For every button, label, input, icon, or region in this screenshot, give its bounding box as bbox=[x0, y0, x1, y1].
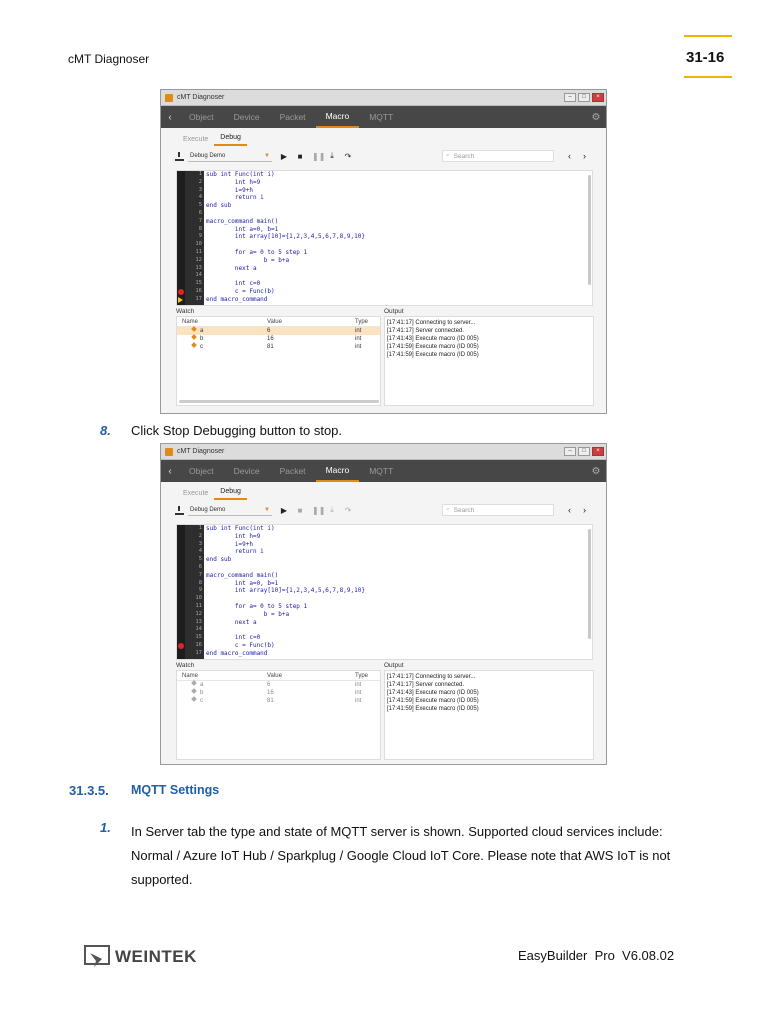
code-text: macro_command main() bbox=[206, 217, 279, 225]
code-line bbox=[177, 580, 592, 588]
line-number: 8 bbox=[198, 579, 202, 586]
code-line bbox=[177, 533, 592, 541]
breakpoint-icon[interactable] bbox=[178, 289, 184, 295]
code-line bbox=[177, 257, 592, 265]
watch-header bbox=[177, 671, 380, 681]
line-number: 7 bbox=[198, 217, 202, 224]
code-line bbox=[177, 171, 592, 179]
tab-mqtt[interactable]: MQTT bbox=[369, 112, 394, 122]
logo-text: WEINTEK bbox=[115, 947, 197, 966]
sub-tabs bbox=[161, 128, 606, 146]
table-row[interactable]: a 6 int bbox=[177, 681, 380, 689]
line-number: 4 bbox=[198, 194, 202, 201]
line-number: 9 bbox=[198, 233, 202, 240]
code-line bbox=[177, 179, 592, 187]
horizontal-scrollbar[interactable] bbox=[179, 400, 379, 403]
line-number: 17 bbox=[195, 295, 202, 302]
table-row[interactable]: c 81 int bbox=[177, 343, 380, 351]
window-titlebar bbox=[161, 444, 606, 460]
code-line bbox=[177, 218, 592, 226]
page-number: 31-16 bbox=[686, 49, 725, 66]
code-text: end macro_command bbox=[206, 649, 268, 657]
table-row[interactable]: b 16 int bbox=[177, 689, 380, 697]
window-title: cMT Diagnoser bbox=[177, 94, 225, 101]
weintek-logo bbox=[84, 944, 197, 970]
search-input[interactable] bbox=[442, 150, 554, 162]
step-number: 1. bbox=[100, 820, 111, 835]
variable-icon bbox=[191, 696, 197, 702]
line-number: 10 bbox=[195, 595, 202, 602]
code-text: b = b+a bbox=[206, 610, 290, 618]
code-text: c = Func(b) bbox=[206, 287, 275, 295]
tab-macro[interactable]: Macro bbox=[316, 460, 360, 482]
code-line bbox=[177, 288, 592, 296]
tab-device[interactable]: Device bbox=[233, 466, 260, 476]
line-number: 5 bbox=[198, 202, 202, 209]
header-rule-top bbox=[684, 35, 732, 37]
col-type: Type bbox=[355, 319, 369, 325]
app-icon bbox=[165, 94, 173, 102]
subtab-debug[interactable]: Debug bbox=[214, 134, 247, 146]
line-number: 9 bbox=[198, 587, 202, 594]
code-line bbox=[177, 548, 592, 556]
breakpoint-icon[interactable] bbox=[178, 643, 184, 649]
subtab-debug[interactable]: Debug bbox=[214, 488, 247, 500]
variable-icon bbox=[191, 342, 197, 348]
nav-bar bbox=[161, 460, 606, 482]
output-log: [17:41:17] Connecting to server... [17:41:17] Server connected. [17:41:43] Execute macro (ID 005) [17:41:59] Execute macro (ID 005) [17:41:59] Execute macro (ID 005) bbox=[384, 670, 594, 760]
line-number: 16 bbox=[195, 641, 202, 648]
screenshot-debugging bbox=[160, 89, 607, 414]
macro-select[interactable] bbox=[188, 151, 272, 162]
back-icon[interactable]: ‹ bbox=[168, 465, 172, 477]
line-number: 12 bbox=[195, 256, 202, 263]
minimize-icon[interactable]: – bbox=[564, 93, 576, 102]
code-text: end sub bbox=[206, 202, 232, 210]
close-icon[interactable]: × bbox=[592, 93, 604, 102]
table-row[interactable]: a 6 int bbox=[177, 327, 380, 335]
col-value: Value bbox=[267, 319, 282, 325]
line-number: 15 bbox=[195, 634, 202, 641]
line-number: 3 bbox=[198, 540, 202, 547]
code-text: int array[10]={1,2,3,4,5,6,7,8,9,10} bbox=[206, 233, 365, 241]
code-text: int a=0, b=1 bbox=[206, 225, 279, 233]
line-number: 17 bbox=[195, 649, 202, 656]
macro-select[interactable] bbox=[188, 505, 272, 516]
watch-table bbox=[176, 316, 381, 406]
code-lines-2 bbox=[177, 525, 592, 658]
line-number: 15 bbox=[195, 280, 202, 287]
debug-toolbar bbox=[161, 500, 606, 520]
step-number: 8. bbox=[100, 423, 111, 438]
step-into-icon[interactable]: ⤓ bbox=[330, 505, 334, 514]
stop-icon[interactable]: ■ bbox=[297, 505, 303, 515]
line-number: 2 bbox=[198, 178, 202, 185]
tab-mqtt[interactable]: MQTT bbox=[369, 466, 394, 476]
line-number: 7 bbox=[198, 571, 202, 578]
chevron-down-icon: ▼ bbox=[264, 506, 270, 513]
code-line bbox=[177, 556, 592, 564]
code-editor[interactable] bbox=[176, 170, 593, 306]
code-text: sub int Func(int i) bbox=[206, 171, 275, 178]
code-text: int a=0, b=1 bbox=[206, 579, 279, 587]
code-lines-1 bbox=[177, 171, 592, 304]
code-text: return i bbox=[206, 548, 264, 556]
header-rule-bottom bbox=[684, 76, 732, 78]
code-line bbox=[177, 249, 592, 257]
line-number: 6 bbox=[198, 563, 202, 570]
watch-label: Watch bbox=[176, 308, 195, 315]
line-number: 11 bbox=[195, 248, 202, 255]
line-number: 8 bbox=[198, 225, 202, 232]
code-line bbox=[177, 626, 592, 634]
subtab-execute[interactable]: Execute bbox=[183, 490, 209, 497]
code-line bbox=[177, 280, 592, 288]
code-text: end sub bbox=[206, 556, 232, 564]
tab-packet[interactable]: Packet bbox=[279, 466, 306, 476]
logo-icon bbox=[84, 945, 112, 969]
code-line bbox=[177, 194, 592, 202]
variable-icon bbox=[191, 326, 197, 332]
next-icon[interactable]: › bbox=[583, 505, 586, 515]
line-number: 3 bbox=[198, 186, 202, 193]
code-line bbox=[177, 265, 592, 273]
tab-object[interactable]: Object bbox=[189, 112, 214, 122]
gear-icon[interactable]: ⚙ bbox=[591, 465, 601, 477]
search-icon: ⌕ bbox=[446, 506, 450, 513]
window-title: cMT Diagnoser bbox=[177, 448, 225, 455]
output-log: [17:41:17] Connecting to server... [17:41:17] Server connected. [17:41:43] Execute macro (ID 005) [17:41:59] Execute macro (ID 005) [17:41:59] Execute macro (ID 005) bbox=[384, 316, 594, 406]
watch-table bbox=[176, 670, 381, 760]
line-number: 4 bbox=[198, 548, 202, 555]
code-text: int array[10]={1,2,3,4,5,6,7,8,9,10} bbox=[206, 587, 365, 595]
step-over-icon[interactable]: ↷ bbox=[344, 151, 352, 161]
code-text: macro_command main() bbox=[206, 571, 279, 579]
line-number: 1 bbox=[198, 171, 202, 177]
maximize-icon[interactable]: □ bbox=[578, 93, 590, 102]
line-number: 13 bbox=[195, 618, 202, 625]
line-number: 12 bbox=[195, 610, 202, 617]
vertical-scrollbar[interactable] bbox=[588, 175, 591, 285]
step-text: In Server tab the type and state of MQTT server is shown. Supported cloud services include: Normal / Azure IoT Hub / Sparkplug / Google Cloud IoT Core. Please note that AWS IoT is not supported. bbox=[131, 824, 671, 887]
line-number: 2 bbox=[198, 532, 202, 539]
code-text: next a bbox=[206, 264, 257, 272]
gear-icon[interactable]: ⚙ bbox=[591, 111, 601, 123]
next-icon[interactable]: › bbox=[583, 151, 586, 161]
code-line bbox=[177, 619, 592, 627]
pause-icon[interactable]: ❚❚ bbox=[312, 505, 326, 515]
tab-device[interactable]: Device bbox=[233, 112, 260, 122]
macro-select-value: Debug Demo bbox=[190, 152, 226, 159]
close-icon[interactable]: × bbox=[592, 447, 604, 456]
watch-label: Watch bbox=[176, 662, 195, 669]
code-text: return i bbox=[206, 194, 264, 202]
code-text: next a bbox=[206, 618, 257, 626]
code-line bbox=[177, 210, 592, 218]
tab-macro[interactable]: Macro bbox=[316, 106, 360, 128]
code-line bbox=[177, 572, 592, 580]
step-text: Click Stop Debugging button to stop. bbox=[131, 423, 343, 438]
col-type: Type bbox=[355, 673, 369, 679]
code-line bbox=[177, 202, 592, 210]
maximize-icon[interactable]: □ bbox=[578, 447, 590, 456]
download-icon[interactable] bbox=[175, 506, 184, 515]
macro-select-value: Debug Demo bbox=[190, 506, 226, 513]
col-value: Value bbox=[267, 673, 282, 679]
search-placeholder: Search bbox=[453, 506, 475, 514]
output-label: Output bbox=[384, 662, 404, 669]
line-number: 11 bbox=[195, 602, 202, 609]
line-number: 13 bbox=[195, 264, 202, 271]
chevron-down-icon: ▼ bbox=[264, 152, 270, 159]
search-input[interactable] bbox=[442, 504, 554, 516]
code-text: int c=0 bbox=[206, 280, 261, 288]
minimize-icon[interactable]: – bbox=[564, 447, 576, 456]
output-label: Output bbox=[384, 308, 404, 315]
tab-packet[interactable]: Packet bbox=[279, 112, 306, 122]
code-text: i=9+h bbox=[206, 540, 253, 548]
current-line-arrow-icon bbox=[178, 297, 183, 303]
code-line bbox=[177, 587, 592, 595]
step-into-icon[interactable]: ⤓ bbox=[330, 151, 334, 160]
app-icon bbox=[165, 448, 173, 456]
window-titlebar bbox=[161, 90, 606, 106]
code-editor[interactable] bbox=[176, 524, 593, 660]
line-number: 14 bbox=[195, 626, 202, 633]
code-line bbox=[177, 296, 592, 304]
vertical-scrollbar[interactable] bbox=[588, 529, 591, 639]
code-line bbox=[177, 272, 592, 280]
col-name: Name bbox=[182, 673, 199, 679]
code-text: c = Func(b) bbox=[206, 641, 275, 649]
prev-icon[interactable]: ‹ bbox=[568, 151, 571, 161]
variable-icon bbox=[191, 688, 197, 694]
screenshot-stopped bbox=[160, 443, 607, 765]
step-over-icon[interactable]: ↷ bbox=[344, 505, 352, 515]
code-line bbox=[177, 611, 592, 619]
code-line bbox=[177, 595, 592, 603]
code-line bbox=[177, 226, 592, 234]
code-line bbox=[177, 642, 592, 650]
tab-object[interactable]: Object bbox=[189, 466, 214, 476]
code-line bbox=[177, 634, 592, 642]
code-line bbox=[177, 187, 592, 195]
pause-icon[interactable]: ❚❚ bbox=[312, 151, 326, 161]
variable-icon bbox=[191, 334, 197, 340]
col-name: Name bbox=[182, 319, 199, 325]
code-line bbox=[177, 603, 592, 611]
subtab-execute[interactable]: Execute bbox=[183, 136, 209, 143]
debug-toolbar bbox=[161, 146, 606, 166]
line-number: 14 bbox=[195, 272, 202, 279]
footer-product: EasyBuilder Pro V6.08.02 bbox=[518, 948, 675, 963]
run-icon[interactable]: ▶ bbox=[280, 505, 288, 515]
code-line bbox=[177, 564, 592, 572]
variable-icon bbox=[191, 680, 197, 686]
header-title: cMT Diagnoser bbox=[68, 52, 150, 66]
code-line bbox=[177, 525, 592, 533]
code-text: int c=0 bbox=[206, 634, 261, 642]
code-line bbox=[177, 233, 592, 241]
line-number: 6 bbox=[198, 209, 202, 216]
line-number: 1 bbox=[198, 525, 202, 531]
line-number: 5 bbox=[198, 556, 202, 563]
code-text: i=9+h bbox=[206, 186, 253, 194]
download-icon[interactable] bbox=[175, 152, 184, 161]
code-text: for a= 0 to 5 step 1 bbox=[206, 248, 308, 256]
code-line bbox=[177, 650, 592, 658]
table-row[interactable]: b 16 int bbox=[177, 335, 380, 343]
back-icon[interactable]: ‹ bbox=[168, 111, 172, 123]
run-icon[interactable]: ▶ bbox=[280, 151, 288, 161]
sub-tabs bbox=[161, 482, 606, 500]
code-line bbox=[177, 541, 592, 549]
stop-icon[interactable]: ■ bbox=[297, 151, 303, 161]
code-text: b = b+a bbox=[206, 256, 290, 264]
code-text: int h=9 bbox=[206, 178, 261, 186]
search-placeholder: Search bbox=[453, 152, 475, 160]
nav-bar bbox=[161, 106, 606, 128]
line-number: 16 bbox=[195, 287, 202, 294]
line-number: 10 bbox=[195, 241, 202, 248]
code-line bbox=[177, 241, 592, 249]
section-title: MQTT Settings bbox=[131, 783, 220, 797]
code-text: sub int Func(int i) bbox=[206, 525, 275, 532]
code-text: end macro_command bbox=[206, 295, 268, 303]
code-text: int h=9 bbox=[206, 532, 261, 540]
table-row[interactable]: c 81 int bbox=[177, 697, 380, 705]
search-icon: ⌕ bbox=[446, 152, 450, 159]
section-number: 31.3.5. bbox=[69, 783, 109, 798]
code-text: for a= 0 to 5 step 1 bbox=[206, 602, 308, 610]
prev-icon[interactable]: ‹ bbox=[568, 505, 571, 515]
watch-header bbox=[177, 317, 380, 327]
